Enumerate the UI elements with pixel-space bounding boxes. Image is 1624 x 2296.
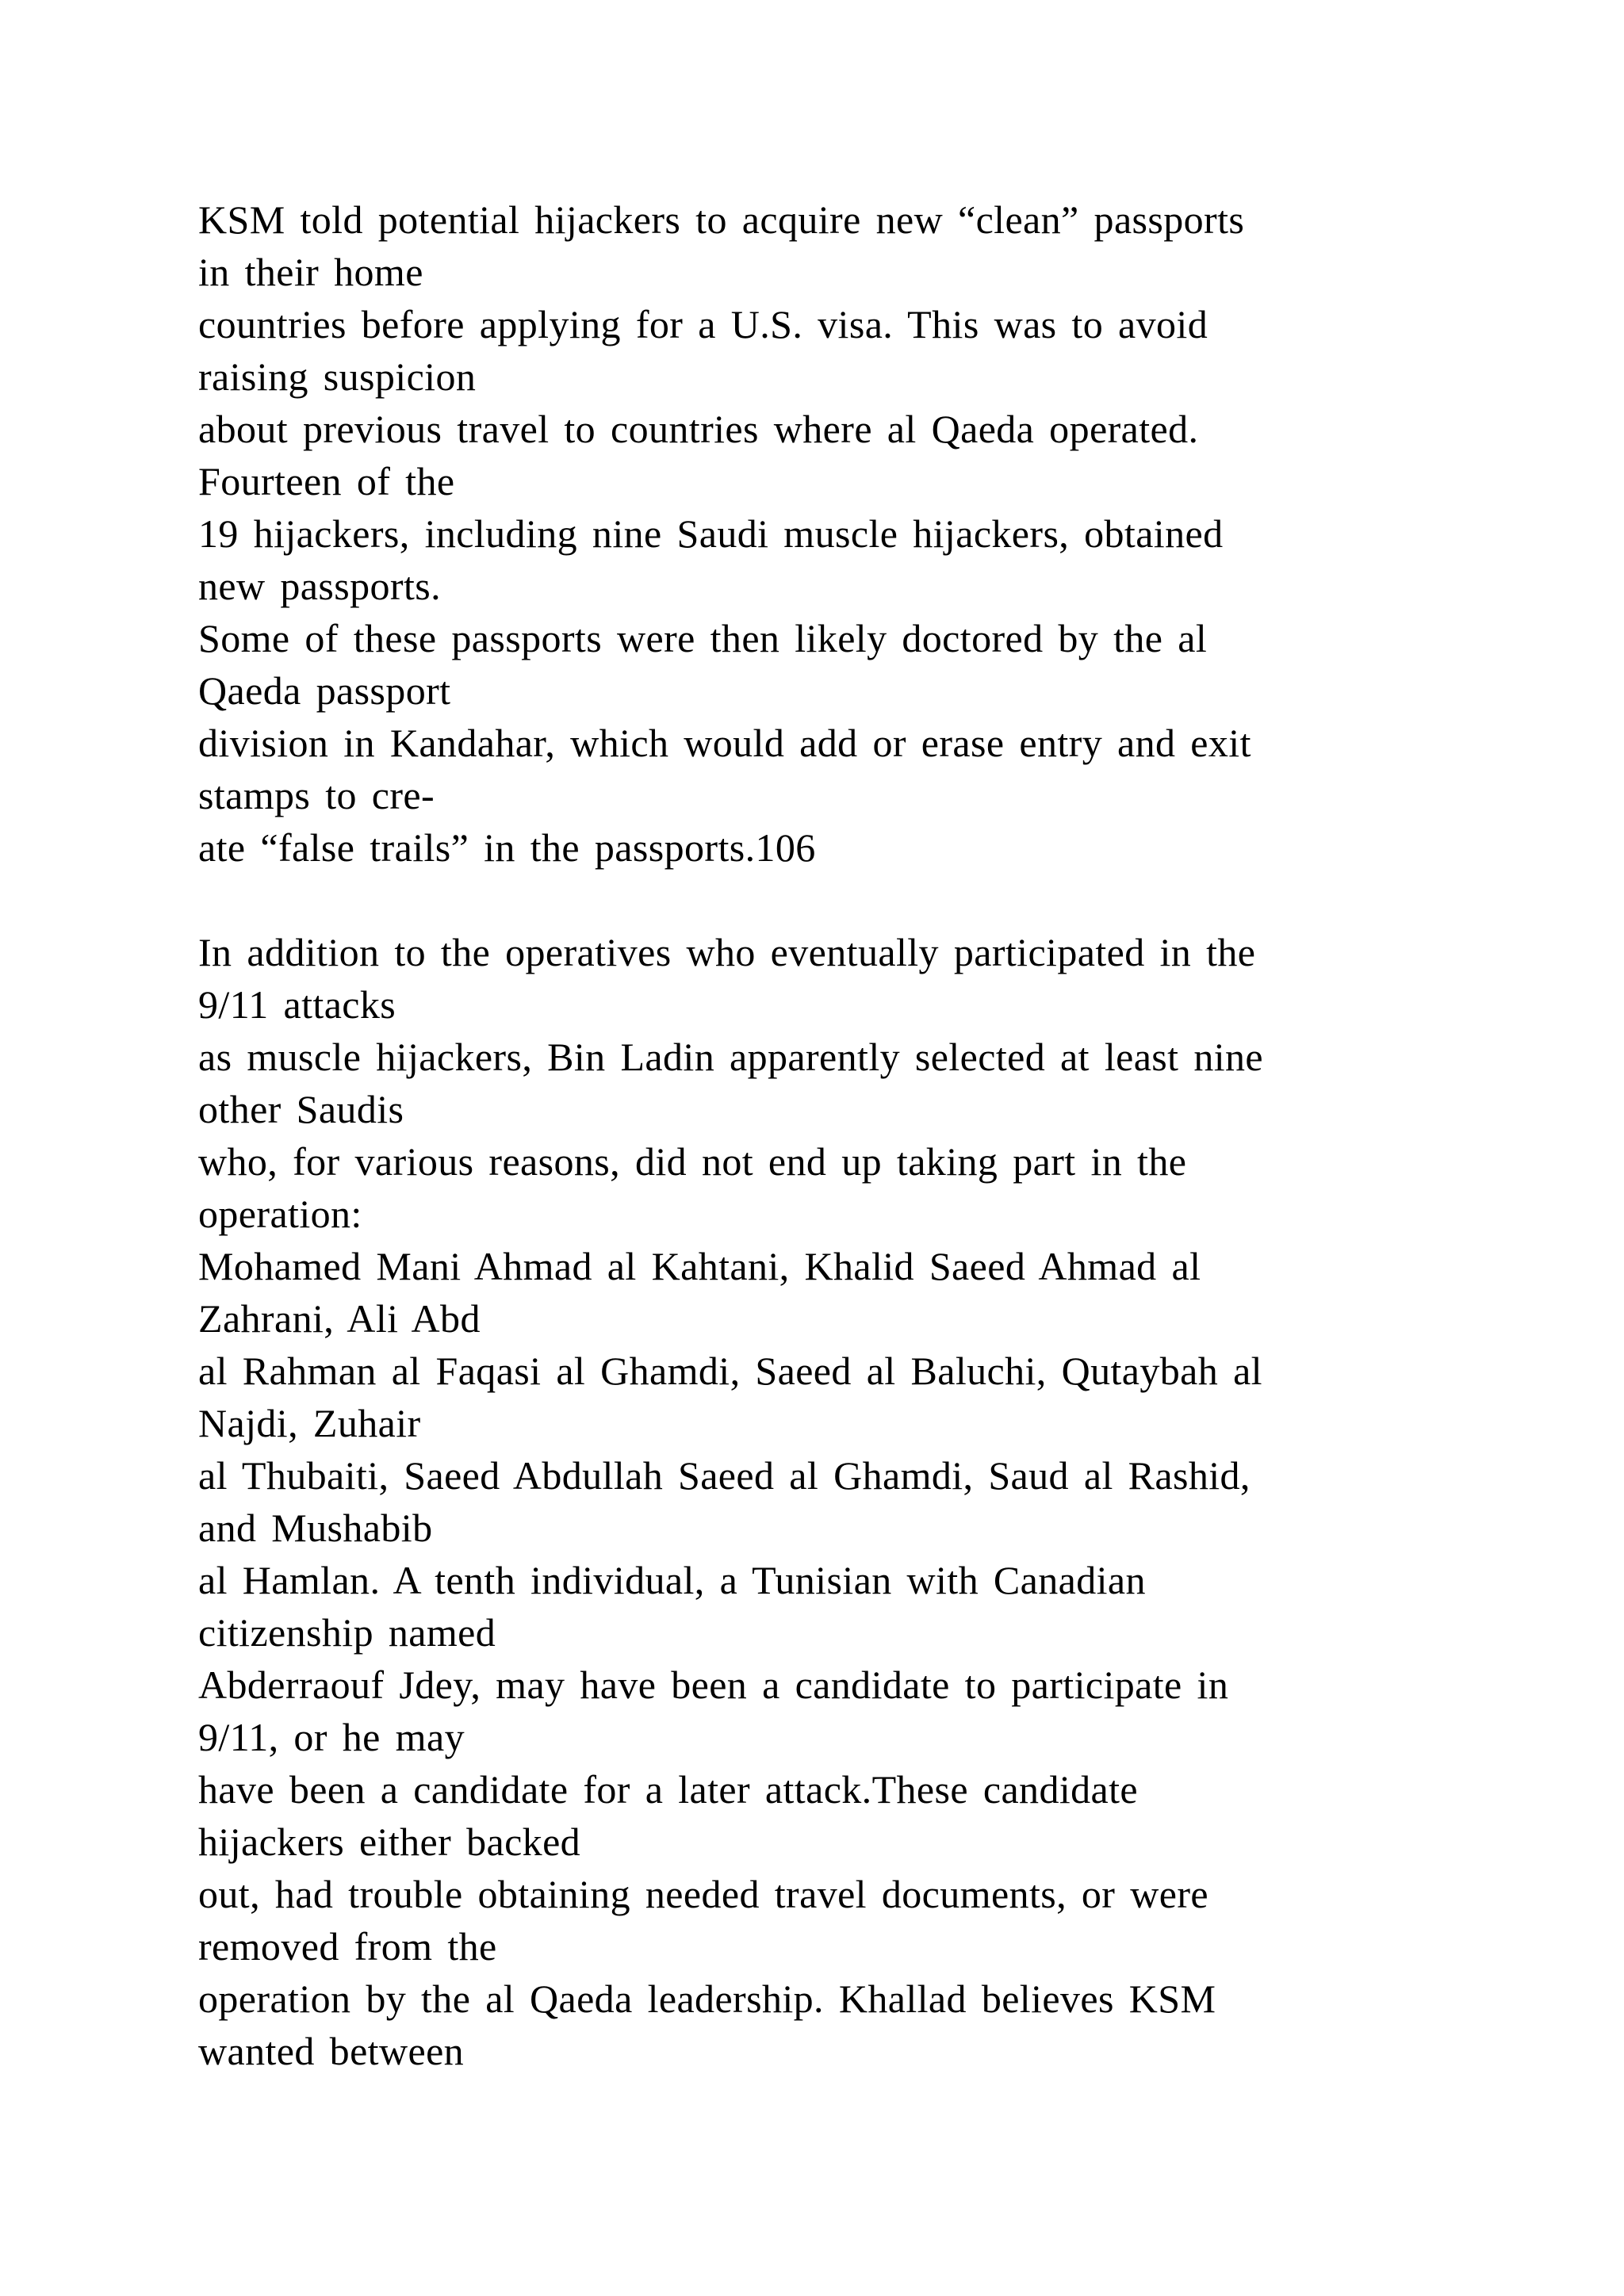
text-line: have been a candidate for a later attack.These candidate [198,1767,1139,1812]
text-line: citizenship named [198,1610,496,1655]
text-line: al Hamlan. A tenth individual, a Tunisian with Canadian [198,1558,1146,1602]
paragraph-gap [198,874,1435,926]
text-line: Zahrani, Ali Abd [198,1296,481,1341]
text-line: removed from the [198,1924,497,1969]
paragraph-2 [198,926,1435,2077]
text-line: out, had trouble obtaining needed travel documents, or were [198,1872,1208,1916]
text-line: division in Kandahar, which would add or erase entry and exit [198,721,1251,765]
text-line: Some of these passports were then likely doctored by the al [198,616,1208,660]
text-line: In addition to the operatives who eventually participated in the [198,930,1256,974]
text-line: who, for various reasons, did not end up taking part in the [198,1139,1187,1184]
text-line: raising suspicion [198,354,477,399]
text-line: operation: [198,1192,362,1236]
text-line: hijackers either backed [198,1820,581,1864]
text-line: stamps to cre- [198,773,435,817]
text-line: 9/11, or he may [198,1715,465,1759]
text-line: about previous travel to countries where al Qaeda operated. [198,407,1199,451]
text-line: 19 hijackers, including nine Saudi muscle hijackers, obtained [198,511,1224,556]
text-line: ate “false trails” in the passports.106 [198,825,816,870]
text-line: other Saudis [198,1087,404,1131]
text-line: as muscle hijackers, Bin Ladin apparently selected at least nine [198,1035,1264,1079]
text-line: al Thubaiti, Saeed Abdullah Saeed al Ghamdi, Saud al Rashid, [198,1453,1251,1498]
text-line: in their home [198,250,423,294]
text-line: new passports. [198,564,442,608]
text-line: wanted between [198,2029,465,2073]
text-line: Mohamed Mani Ahmad al Kahtani, Khalid Saeed Ahmad al [198,1244,1201,1288]
text-line: 9/11 attacks [198,982,396,1027]
text-line: Najdi, Zuhair [198,1401,421,1445]
text-line: countries before applying for a U.S. visa. This was to avoid [198,302,1208,346]
document-body [198,193,1435,2077]
text-line: operation by the al Qaeda leadership. Khallad believes KSM [198,1976,1216,2021]
text-line: Fourteen of the [198,459,455,503]
text-line: and Mushabib [198,1506,433,1550]
paragraph-1 [198,193,1435,874]
text-line: Abderraouf Jdey, may have been a candidate to participate in [198,1663,1229,1707]
text-line: KSM told potential hijackers to acquire new “clean” passports [198,197,1245,242]
text-line: al Rahman al Faqasi al Ghamdi, Saeed al Baluchi, Qutaybah al [198,1349,1262,1393]
text-line: Qaeda passport [198,668,451,713]
